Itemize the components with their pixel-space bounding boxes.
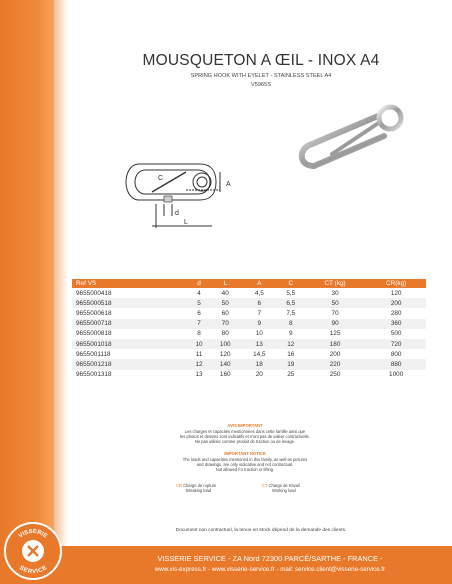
table-cell: 7 bbox=[189, 319, 210, 329]
table-cell: 50 bbox=[210, 298, 241, 308]
table-cell: 70 bbox=[210, 319, 241, 329]
col-header-a: A bbox=[241, 279, 278, 288]
table-cell: 8 bbox=[278, 319, 304, 329]
table-row bbox=[72, 298, 426, 308]
table-row bbox=[72, 288, 426, 298]
table-cell: 1000 bbox=[389, 371, 404, 379]
table-cell: 90 bbox=[304, 319, 366, 329]
legend-cr bbox=[176, 483, 216, 493]
notice-en-line: and drawings, are only indicative and not contractual. bbox=[196, 462, 294, 467]
col-header-ct: CT (kg) bbox=[304, 279, 366, 288]
notice-fr-line: Ne pas utiliser comme produit de traction ou de levage. bbox=[194, 439, 296, 444]
table-cell: 200 bbox=[329, 350, 341, 358]
col-header-c: C bbox=[278, 279, 304, 288]
table-cell: 18 bbox=[241, 359, 278, 369]
page-subtitle: SPRING HOOK WITH EYELET - STAINLESS STEEL A4 bbox=[190, 73, 332, 79]
notice-en-text bbox=[150, 457, 340, 472]
table-cell: 6 bbox=[197, 309, 201, 317]
table-cell: 5 bbox=[189, 298, 210, 308]
table-row bbox=[72, 349, 426, 359]
table-cell: 125 bbox=[329, 330, 341, 338]
col-header-d: d bbox=[189, 279, 210, 288]
table-cell: 720 bbox=[366, 339, 426, 349]
table-cell: 9655001018 bbox=[72, 339, 189, 349]
table-cell: 360 bbox=[366, 319, 426, 329]
legend-ct-en: Working load bbox=[272, 488, 296, 493]
table-cell: 9655000618 bbox=[76, 309, 112, 317]
legend-ct-key: CT bbox=[262, 483, 268, 488]
legend-ct-fr: Charge de travail bbox=[268, 483, 300, 488]
dimension-l-label: L bbox=[184, 219, 188, 226]
table-cell: 9655001318 bbox=[76, 371, 112, 379]
logo-text-top: VISSERIE bbox=[17, 528, 49, 540]
logo-text-bottom: SERVICE bbox=[17, 565, 49, 576]
technical-drawing bbox=[116, 142, 248, 234]
orange-sidebar bbox=[0, 0, 54, 584]
table-cell: 19 bbox=[278, 359, 304, 369]
table-cell: 9655000718 bbox=[72, 319, 189, 329]
notice-en-line: Not allowed for traction or lifting. bbox=[215, 467, 275, 472]
notice-fr-text bbox=[150, 429, 340, 444]
table-cell: 20 bbox=[255, 371, 263, 379]
hook-body bbox=[302, 116, 384, 166]
notice-en-line: The loads and capacities mentioned in this family, as well as pictures bbox=[182, 457, 308, 462]
table-cell: 160 bbox=[219, 371, 231, 379]
table-cell: 14,5 bbox=[253, 350, 266, 358]
footer-contact: www.vis-express.fr - www.visserie-service.fr - mail: service.client@visserie-service.fr bbox=[154, 566, 386, 573]
table-cell: 9655000518 bbox=[72, 298, 189, 308]
table-cell: 5,5 bbox=[286, 289, 296, 297]
table-row bbox=[72, 370, 426, 380]
company-logo bbox=[4, 522, 62, 580]
table-cell: 500 bbox=[390, 330, 402, 338]
table-cell: 280 bbox=[390, 309, 402, 317]
table-cell: 9655001118 bbox=[76, 350, 111, 358]
table-cell: 12 bbox=[278, 339, 304, 349]
table-cell: 70 bbox=[331, 309, 339, 317]
legend-cr-en: Breaking load bbox=[186, 488, 212, 493]
table-cell: 40 bbox=[221, 289, 229, 297]
legend-ct bbox=[262, 483, 300, 493]
table-cell: 80 bbox=[221, 330, 229, 338]
table-cell: 12 bbox=[189, 359, 210, 369]
svg-text:SERVICE bbox=[18, 565, 48, 575]
table-cell: 16 bbox=[287, 350, 295, 358]
footer-address: VISSERIE SERVICE - ZA Nord 72300 PARCÉ/SARTHE - FRANCE - bbox=[157, 554, 383, 563]
table-cell: 10 bbox=[189, 339, 210, 349]
table-cell: 120 bbox=[390, 289, 402, 297]
table-cell: 8 bbox=[197, 330, 201, 338]
notice-fr-heading: AVIS IMPORTANT bbox=[227, 423, 263, 428]
legend-cr-fr: Charge de rupture bbox=[183, 483, 217, 488]
table-row bbox=[72, 308, 426, 318]
table-cell: 6 bbox=[241, 298, 278, 308]
specification-table bbox=[72, 279, 426, 380]
svg-text:VISSERIE bbox=[18, 529, 48, 540]
table-row bbox=[72, 329, 426, 339]
footer-bar bbox=[0, 546, 452, 584]
page-title: MOUSQUETON A ŒIL - INOX A4 bbox=[142, 52, 380, 69]
table-cell: 140 bbox=[210, 359, 241, 369]
table-cell: 4,5 bbox=[254, 289, 264, 297]
table-cell: 4 bbox=[197, 289, 201, 297]
notice-fr-line: les photos et dessins sont indicatifs et n'ont pas de valeur contractuelle. bbox=[180, 434, 310, 439]
table-cell: 7 bbox=[257, 309, 262, 317]
table-cell: 9655001218 bbox=[72, 359, 189, 369]
table-cell: 200 bbox=[366, 298, 426, 308]
dimension-a-label: A bbox=[226, 181, 231, 188]
dimension-c-label: C bbox=[158, 175, 164, 182]
product-photo bbox=[292, 96, 410, 178]
table-row bbox=[72, 319, 426, 329]
table-cell: 6,5 bbox=[278, 298, 304, 308]
table-cell: 30 bbox=[331, 289, 339, 297]
notice-fr-line: Les charges et capacités mentionnées dans cette famille ainsi que bbox=[184, 429, 306, 434]
col-header-cr: CR(kg) bbox=[366, 279, 426, 288]
col-header-ref: Ref VS bbox=[72, 279, 189, 288]
table-cell: 250 bbox=[329, 371, 341, 379]
table-cell: 9 bbox=[241, 319, 278, 329]
product-reference: V5965S bbox=[251, 82, 271, 88]
table-cell: 25 bbox=[287, 371, 295, 379]
table-cell: 11 bbox=[195, 350, 203, 358]
table-cell: 10 bbox=[255, 330, 263, 338]
col-header-l: L bbox=[210, 279, 241, 288]
table-cell: 9 bbox=[288, 330, 293, 338]
sidebar-fade bbox=[54, 0, 68, 584]
table-cell: 800 bbox=[390, 350, 402, 358]
disclaimer: Document non contractuel, la tenue en stock dépend de la demande des clients. bbox=[175, 528, 347, 533]
table-cell: 880 bbox=[366, 359, 426, 369]
table-cell: 120 bbox=[219, 350, 231, 358]
dimension-d-label: d bbox=[175, 210, 179, 217]
table-cell: 60 bbox=[221, 309, 229, 317]
table-row bbox=[72, 359, 426, 369]
table-header-row bbox=[72, 279, 426, 288]
table-cell: 13 bbox=[241, 339, 278, 349]
table-cell: 100 bbox=[210, 339, 241, 349]
table-cell: 9655000418 bbox=[76, 289, 112, 297]
table-cell: 220 bbox=[304, 359, 366, 369]
table-row bbox=[72, 339, 426, 349]
notice-en-heading: IMPORTANT NOTICE bbox=[224, 451, 266, 456]
table-cell: 9655000818 bbox=[76, 330, 112, 338]
table-cell: 180 bbox=[304, 339, 366, 349]
table-cell: 13 bbox=[195, 371, 203, 379]
table-cell: 50 bbox=[304, 298, 366, 308]
legend-cr-key: CR bbox=[176, 483, 182, 488]
table-cell: 7,5 bbox=[286, 309, 296, 317]
